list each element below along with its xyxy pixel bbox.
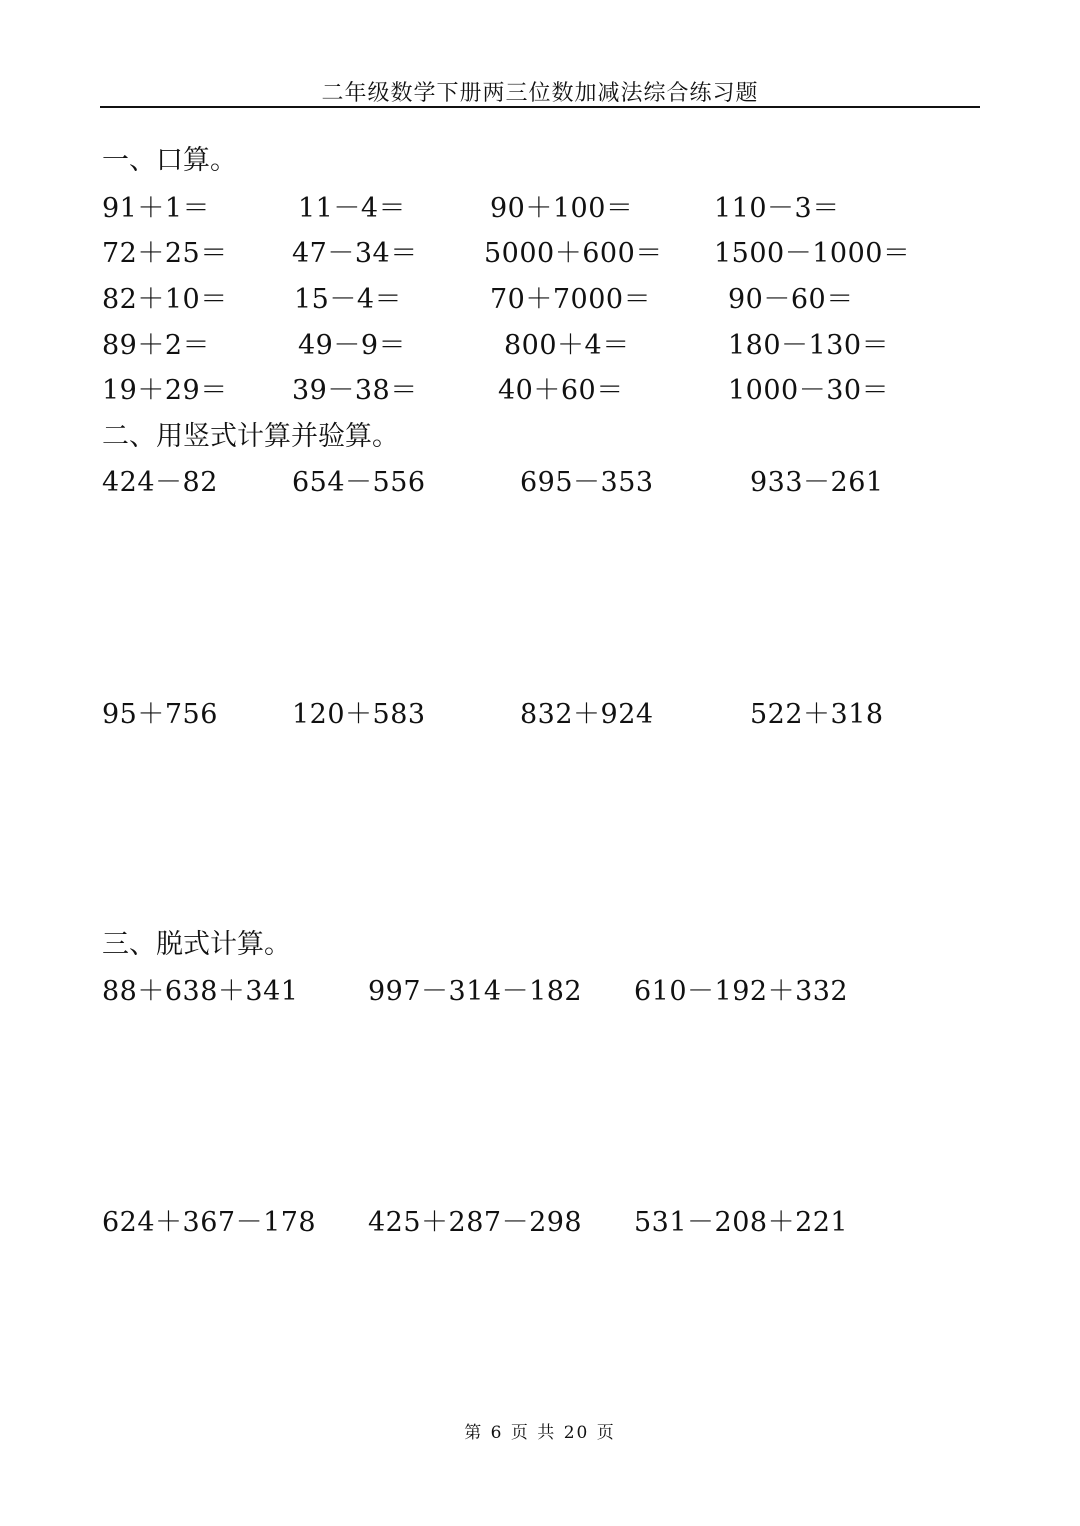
oral-problem: 82＋10＝	[102, 284, 228, 315]
vertical-problem: 95＋756	[102, 699, 218, 730]
stepwise-problem: 88＋638＋341	[102, 976, 299, 1007]
vertical-problem: 120＋583	[292, 699, 426, 730]
oral-row-5	[0, 368, 1080, 408]
oral-problem: 1500－1000＝	[714, 238, 911, 269]
stepwise-problem: 610－192＋332	[634, 976, 849, 1007]
vertical-problem: 933－261	[750, 467, 884, 498]
oral-row-2	[0, 231, 1080, 271]
stepwise-problem: 997－314－182	[368, 976, 583, 1007]
vertical-problem: 832＋924	[520, 699, 654, 730]
header-title: 二年级数学下册两三位数加减法综合练习题	[321, 81, 759, 106]
vertical-problem: 424－82	[102, 467, 218, 498]
oral-problem: 800＋4＝	[504, 330, 630, 361]
oral-problem: 72＋25＝	[102, 238, 228, 269]
oral-problem: 49－9＝	[298, 330, 407, 361]
oral-row-4	[0, 323, 1080, 363]
oral-problem: 90＋100＝	[490, 193, 634, 224]
section-3-title: 三、脱式计算。	[102, 929, 291, 960]
oral-row-1	[0, 186, 1080, 226]
stepwise-problem: 425＋287－298	[368, 1207, 583, 1238]
oral-problem: 39－38＝	[292, 375, 418, 406]
oral-problem: 5000＋600＝	[484, 238, 663, 269]
oral-problem: 15－4＝	[294, 284, 403, 315]
section-2-title: 二、用竖式计算并验算。	[102, 421, 399, 452]
stepwise-row-1	[0, 969, 1080, 1009]
oral-row-3	[0, 277, 1080, 317]
stepwise-problem: 531－208＋221	[634, 1207, 849, 1238]
vertical-problem: 695－353	[520, 467, 654, 498]
oral-problem: 70＋7000＝	[490, 284, 652, 315]
stepwise-row-2	[0, 1200, 1080, 1240]
vertical-row-1	[0, 460, 1080, 500]
vertical-problem: 654－556	[292, 467, 426, 498]
vertical-row-2	[0, 692, 1080, 732]
oral-problem: 90－60＝	[728, 284, 854, 315]
oral-problem: 180－130＝	[728, 330, 890, 361]
oral-problem: 40＋60＝	[498, 375, 624, 406]
oral-problem: 19＋29＝	[102, 375, 228, 406]
oral-problem: 110－3＝	[714, 193, 840, 224]
page-footer: 第 6 页 共 20 页	[464, 1423, 616, 1443]
oral-problem: 91＋1＝	[102, 193, 211, 224]
section-1-title: 一、口算。	[102, 145, 237, 176]
vertical-problem: 522＋318	[750, 699, 884, 730]
oral-problem: 47－34＝	[292, 238, 418, 269]
stepwise-problem: 624＋367－178	[102, 1207, 317, 1238]
oral-problem: 1000－30＝	[728, 375, 890, 406]
oral-problem: 11－4＝	[298, 193, 407, 224]
header-rule	[100, 106, 980, 108]
oral-problem: 89＋2＝	[102, 330, 211, 361]
